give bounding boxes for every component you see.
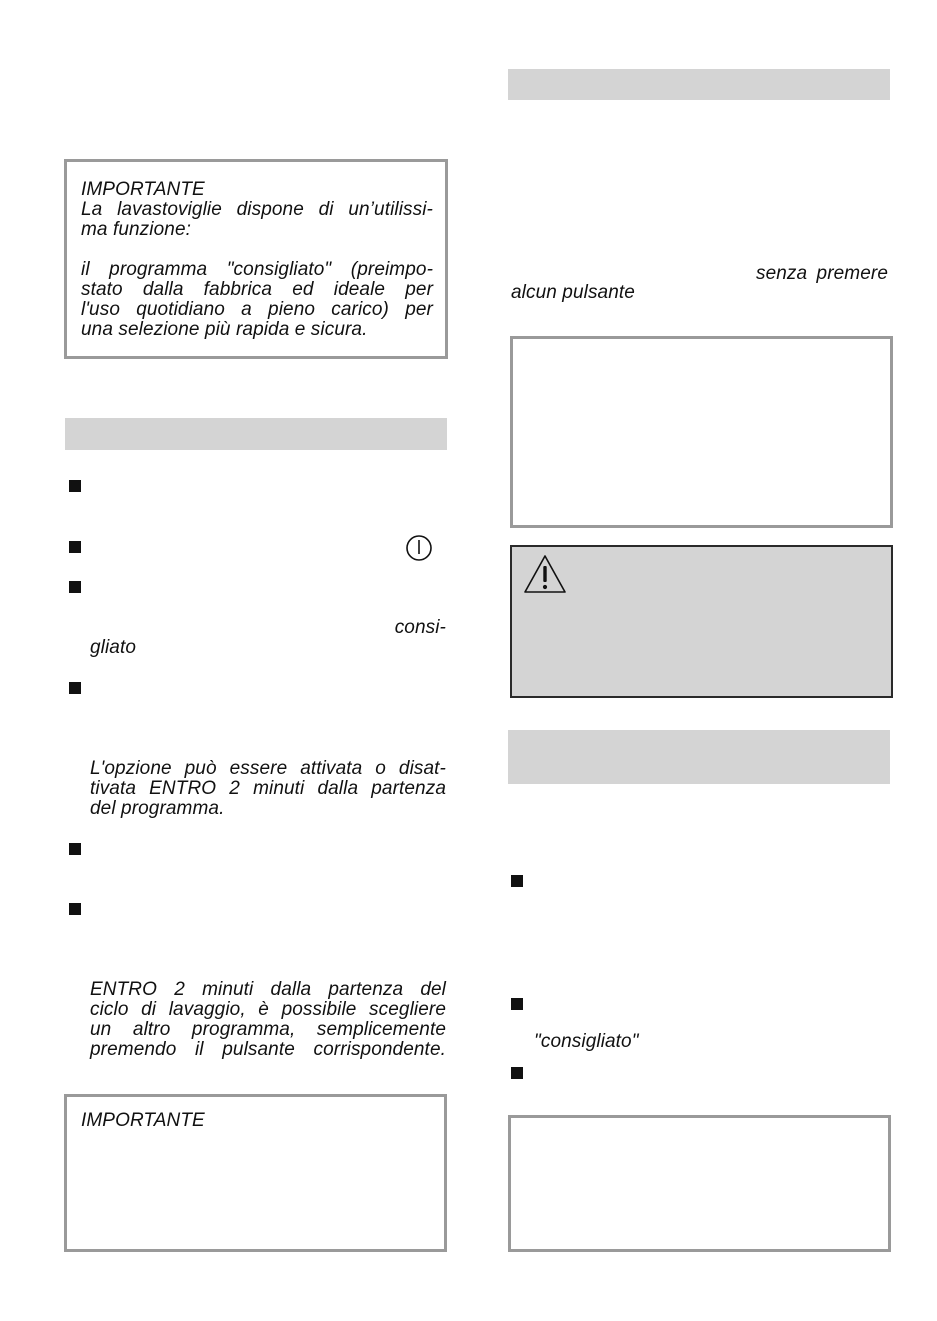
important-box-2 [64,1094,447,1252]
info-box-empty [510,336,893,528]
square-bullet-icon [69,682,81,694]
important-text-line: una selezione più rapida e sicura. [81,319,368,340]
section-header-band [65,418,447,450]
option-note-line: L'opzione può essere attivata o disat- [90,758,446,779]
important-text-line: La lavastoviglie dispone di un’utilissi- [81,199,433,220]
senza-premere-text: senza premere [755,263,888,284]
square-bullet-icon [69,903,81,915]
square-bullet-icon [69,581,81,593]
important-text-line: il programma "consigliato" (preimpo- [81,259,433,280]
gliato-fragment: gliato [90,637,137,658]
option-note-line: del programma. [90,798,225,819]
entro-note-line: ENTRO 2 minuti dalla partenza del [90,979,446,1000]
square-bullet-icon [511,875,523,887]
section-header-band [508,69,890,100]
option-note-line: tivata ENTRO 2 minuti dalla partenza [90,778,446,799]
section-header-band [508,730,890,784]
important-text-line: stato dalla fabbrica ed ideale per [81,279,433,300]
power-symbol-icon [405,534,433,562]
square-bullet-icon [69,843,81,855]
important-heading: IMPORTANTE [81,179,205,200]
consi-fragment: consi- [394,617,446,638]
alcun-pulsante-text: alcun pulsante [511,282,635,303]
info-box-empty-bottom [508,1115,891,1252]
entro-note-line: premendo il pulsante corrispondente. [90,1039,446,1060]
entro-note-line: un altro programma, semplicemente [90,1019,446,1040]
square-bullet-icon [69,541,81,553]
important-text-line: ma funzione: [81,219,191,240]
important-box-1 [64,159,448,359]
entro-note-line: ciclo di lavaggio, è possibile scegliere [90,999,446,1020]
important-heading: IMPORTANTE [81,1110,205,1131]
square-bullet-icon [69,480,81,492]
square-bullet-icon [511,998,523,1010]
square-bullet-icon [511,1067,523,1079]
consigliato-quote: "consigliato" [534,1031,639,1052]
important-text-line: l'uso quotidiano a pieno carico) per [81,299,433,320]
warning-triangle-icon [522,553,568,595]
warning-box [510,545,893,698]
